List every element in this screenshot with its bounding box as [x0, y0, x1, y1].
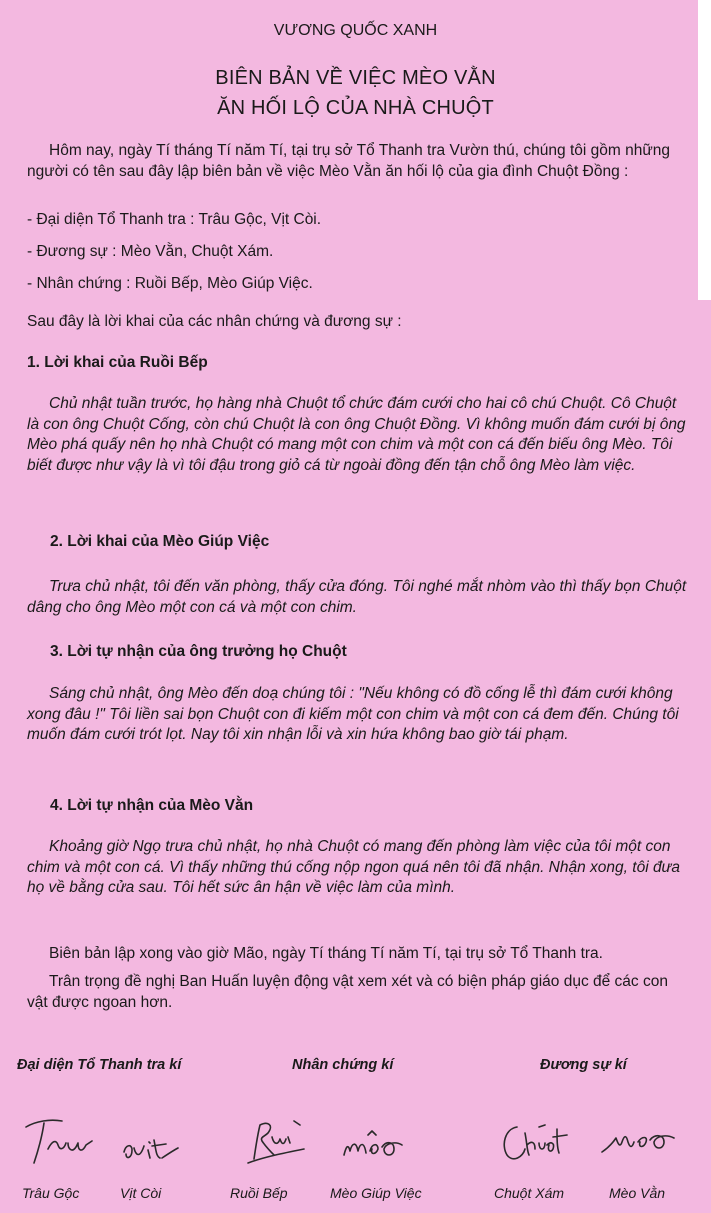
signature-heading-witnesses: Nhân chứng kí [292, 1057, 394, 1073]
signature-chuot-xam [495, 1115, 575, 1170]
signature-ruoi-bep [240, 1115, 310, 1170]
signature-trau-goc [22, 1115, 102, 1170]
section-text-3: Sáng chủ nhật, ông Mèo đến doạ chúng tôi : "Nếu không có đồ cống lễ thì đám cưới không xong đâu !" Tôi liền sai bọn Chuột con đi kiếm một con chim và một con cá đem đến. Chúng tôi muốn đám cưới trót lọt. Nay tôi xin nhận lỗi và xin hứa không bao giờ tái phạm. [27, 685, 679, 743]
signer-name-vit-coi: Vịt Còi [120, 1185, 162, 1201]
intro-paragraph: Hôm nay, ngày Tí tháng Tí năm Tí, tại trụ sở Tổ Thanh tra Vườn thú, chúng tôi gồm những người có tên sau đây lập biên bản về việc Mèo Vằn ăn hối lộ của gia đình Chuột Đồng : [27, 142, 670, 180]
page-edge [698, 0, 711, 300]
section-text-1: Chủ nhật tuần trước, họ hàng nhà Chuột tổ chức đám cưới cho hai cô chú Chuột. Cô Chuột là con ông Chuột Cống, còn chú Chuột là con ông Chuột Đồng. Vì không muốn đám cưới bị ông Mèo phá quấy nên họ nhà Chuột có mang một con chim và một con cá đến biếu ông Mèo. Tôi biết được như vậy là vì tôi đậu trong giỏ cá từ ngoài đồng đến tận chỗ ông Mèo làm việc. [27, 395, 686, 474]
signature-meo-van [598, 1120, 683, 1165]
signer-name-chuot-xam: Chuột Xám [494, 1185, 565, 1201]
signature-meo-giup-viec [338, 1125, 413, 1170]
signature-heading-parties: Đương sự kí [540, 1057, 627, 1073]
request-statement: Trân trọng đề nghị Ban Huấn luyện động vật xem xét và có biện pháp giáo dục để các con vật được ngoan hơn. [27, 973, 668, 1011]
signer-name-trau-goc: Trâu Gộc [22, 1185, 80, 1201]
section-heading-1: 1. Lời khai của Ruồi Bếp [27, 354, 208, 371]
participant-witnesses: - Nhân chứng : Ruồi Bếp, Mèo Giúp Việc. [27, 275, 313, 292]
document-title-line-2: ĂN HỐI LỘ CỦA NHÀ CHUỘT [217, 97, 494, 119]
section-text-2: Trưa chủ nhật, tôi đến văn phòng, thấy cửa đóng. Tôi nghé mắt nhòm vào thì thấy bọn Chuột dâng cho ông Mèo một con cá và một con chim. [27, 578, 687, 616]
testimony-intro: Sau đây là lời khai của các nhân chứng và đương sự : [27, 313, 402, 330]
section-heading-4: 4. Lời tự nhận của Mèo Vằn [50, 797, 254, 814]
section-text-4: Khoảng giờ Ngọ trưa chủ nhật, họ nhà Chuột có mang đến phòng làm việc của tôi một con chim và một con cá. Vì thấy những thú cống nộp ngon quá nên tôi đã nhận. Nhận xong, tôi đưa họ về bằng cửa sau. Tôi hết sức ân hận về việc làm của mình. [27, 838, 681, 896]
section-heading-3: 3. Lời tự nhận của ông trưởng họ Chuột [50, 643, 347, 660]
closing-statement: Biên bản lập xong vào giờ Mão, ngày Tí tháng Tí năm Tí, tại trụ sở Tổ Thanh tra. [49, 945, 603, 962]
kingdom-header: VƯƠNG QUỐC XANH [273, 22, 438, 39]
signature-heading-inspectors: Đại diện Tổ Thanh tra kí [17, 1057, 182, 1073]
section-heading-2: 2. Lời khai của Mèo Giúp Việc [50, 533, 270, 550]
signer-name-meo-van: Mèo Vằn [609, 1185, 666, 1201]
signer-name-meo-giup-viec: Mèo Giúp Việc [330, 1185, 422, 1201]
signer-name-ruoi-bep: Ruồi Bếp [230, 1185, 288, 1201]
participant-inspectors: - Đại diện Tổ Thanh tra : Trâu Gộc, Vịt Còi. [27, 211, 322, 228]
document-title-line-1: BIÊN BẢN VỀ VIỆC MÈO VẰN [215, 67, 496, 89]
signature-vit-coi [118, 1130, 183, 1170]
participant-parties: - Đương sự : Mèo Vằn, Chuột Xám. [27, 243, 274, 260]
